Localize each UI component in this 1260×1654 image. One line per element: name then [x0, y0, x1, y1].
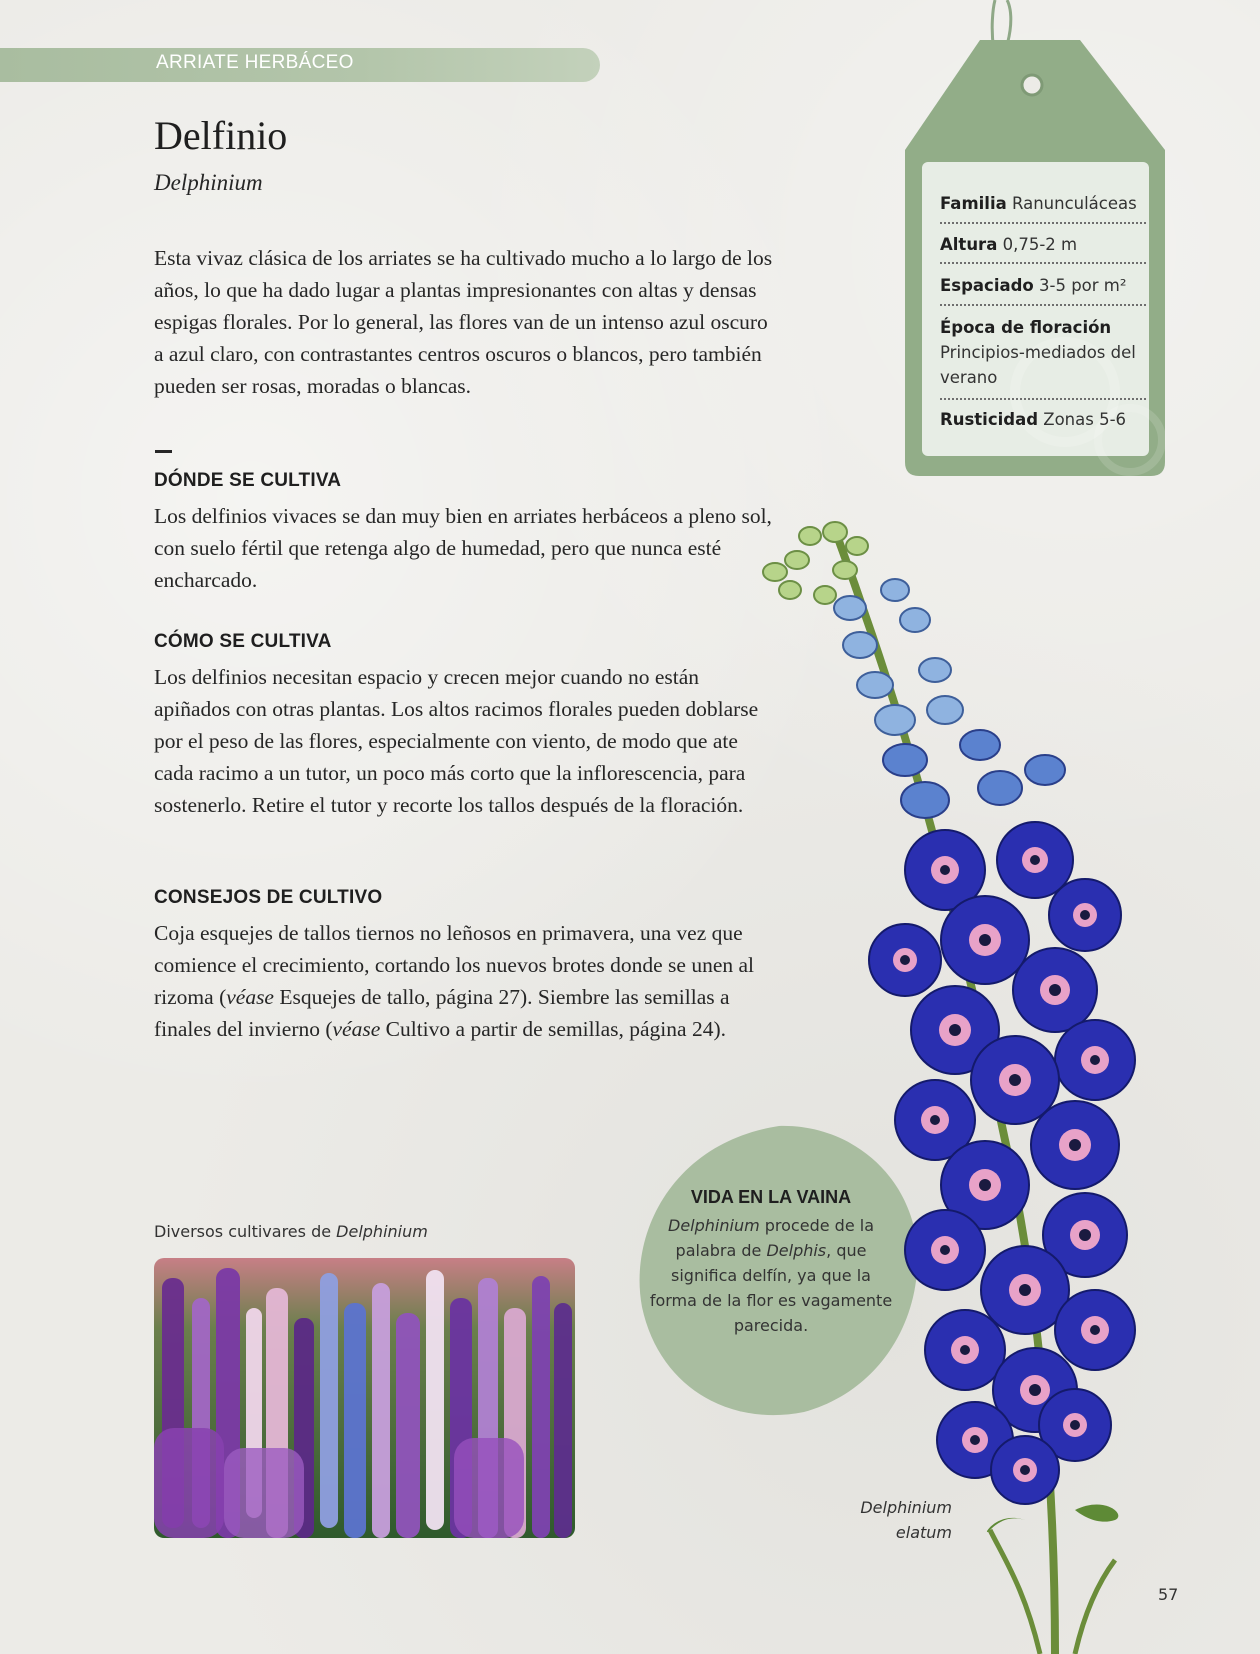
- factsheet-separator: [940, 304, 1146, 306]
- callout-italic: Delphinium: [668, 1216, 760, 1235]
- factsheet-separator: [940, 398, 1146, 400]
- callout-italic: Delphis: [766, 1241, 827, 1260]
- factsheet-floracion: [940, 315, 1148, 390]
- heading-donde-se-cultiva: DÓNDE SE CULTIVA: [154, 470, 342, 491]
- page-title: Delfinio: [154, 113, 288, 158]
- factsheet-label: Época de floración: [940, 318, 1112, 337]
- section-divider: [155, 450, 172, 453]
- callout-title: VIDA EN LA VAINA: [690, 1187, 852, 1207]
- text-segment: Esquejes de tallo, página 27). Siembre las semillas a finales del invierno (: [154, 985, 730, 1041]
- heading-como-se-cultiva: CÓMO SE CULTIVA: [154, 631, 332, 652]
- factsheet-value: 3-5 por m²: [1039, 276, 1127, 295]
- photo-illustration: [154, 1258, 575, 1538]
- text-segment: Coja esquejes de tallos tiernos no leñosos en primavera, una vez que comience el crecimiento, cortando los nuevos brotes donde se unen al rizoma (: [154, 921, 755, 1009]
- latin-name: Delphinium: [154, 170, 263, 195]
- factsheet-separator: [940, 222, 1146, 224]
- page-number: 57: [1158, 1585, 1179, 1604]
- factsheet-familia: [940, 191, 1148, 216]
- caption-text: Diversos cultivares de: [154, 1222, 337, 1241]
- factsheet-separator: [940, 262, 1146, 264]
- factsheet-label: Altura: [940, 235, 998, 254]
- paragraph-donde-se-cultiva: Los delfinios vivaces se dan muy bien en arriates herbáceos a pleno sol, con suelo fértil que retenga algo de humedad, pero que nunca esté encharcado.: [154, 504, 772, 592]
- delphinium-cultivars-photo: [154, 1258, 575, 1538]
- caption-italic: Delphinium: [336, 1222, 428, 1241]
- intro-paragraph: Esta vivaz clásica de los arriates se ha cultivado mucho a lo largo de los años, lo que ha dado lugar a plantas impresionantes con altas y densas espigas florales. Por lo general, las flores van de un intenso azul oscuro a azul claro, con contrastantes centros oscuros o blancos, pero también pueden ser rosas, moradas o blancas.: [154, 246, 773, 398]
- vease-italic: véase: [332, 1017, 381, 1041]
- illustration-caption: [840, 1495, 952, 1545]
- factsheet-label: Familia: [940, 194, 1007, 213]
- factsheet-value: Principios-mediados del verano: [940, 343, 1136, 387]
- delphinium-illustration: [755, 520, 1235, 1654]
- factsheet-value: Ranunculáceas: [1011, 194, 1137, 213]
- factsheet-value: 0,75-2 m: [1002, 235, 1078, 254]
- callout-segment: , que significa delfín, ya que la forma de la flor es vagamente parecida.: [649, 1241, 893, 1335]
- caption-line: Delphinium: [860, 1498, 952, 1517]
- callout-segment: procede de la palabra de: [675, 1216, 874, 1260]
- caption-line: elatum: [895, 1523, 952, 1542]
- vease-italic: véase: [226, 985, 274, 1009]
- factsheet-espaciado: [940, 273, 1148, 298]
- paragraph-como-se-cultiva: Los delfinios necesitan espacio y crecen mejor cuando no están apiñados con otras plantas. Los altos racimos florales pueden doblarse por el peso de las flores, especialmente con viento, de modo que ate cada racimo a un tutor, un poco más corto que la inflorescencia, para sostenerlo. Retire el tutor y recorte los tallos después de la floración.: [154, 665, 759, 817]
- factsheet-value: Zonas 5-6: [1043, 410, 1127, 429]
- photo-caption: [154, 1222, 428, 1241]
- factsheet-label: Rusticidad: [940, 410, 1039, 429]
- factsheet-label: Espaciado: [940, 276, 1034, 295]
- factsheet-altura: [940, 232, 1148, 257]
- paragraph-consejos-de-cultivo: [154, 917, 774, 1045]
- factsheet-rusticidad: [940, 407, 1148, 432]
- section-label: ARRIATE HERBÁCEO: [156, 52, 354, 73]
- text-segment: Cultivo a partir de semillas, página 24).: [380, 1017, 726, 1041]
- heading-consejos-de-cultivo: CONSEJOS DE CULTIVO: [154, 887, 383, 908]
